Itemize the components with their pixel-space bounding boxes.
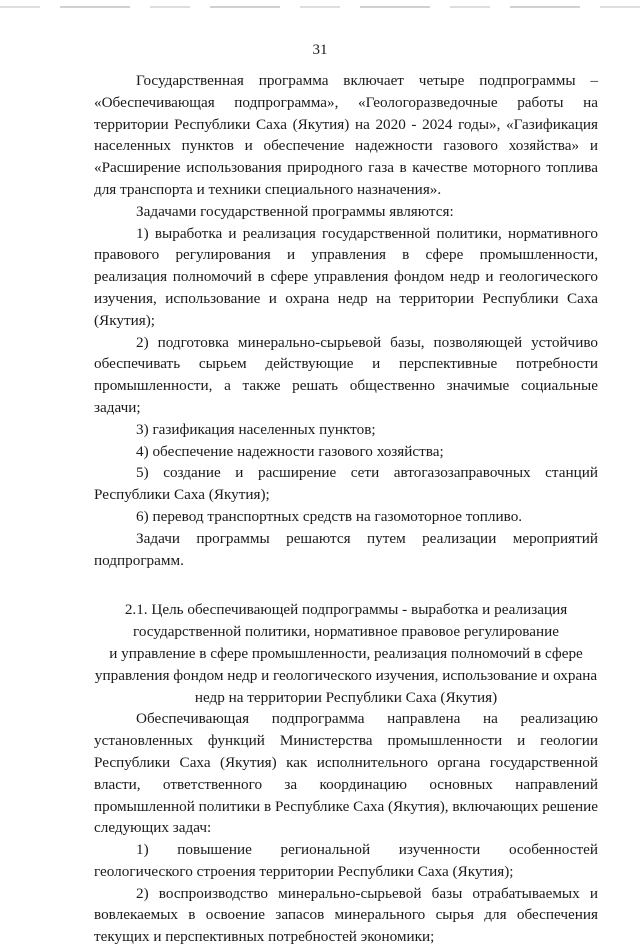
section-heading-line: управления фондом недр и геологического изучения, использование и охрана <box>94 666 598 684</box>
paragraph-tasks-solution: Задачи программы решаются путем реализации мероприятий подпрограмм. <box>94 529 598 569</box>
list-item-task-5: 5) создание и расширение сети автогазозаправочных станций Республики Саха (Якутия); <box>94 464 598 504</box>
list-item-task-6: 6) перевод транспортных средств на газомоторное топливо. <box>136 507 523 525</box>
section-gap <box>94 571 598 593</box>
section-heading-line: недр на территории Республики Саха (Якутия) <box>194 688 498 706</box>
list-item-task-2: 2) подготовка минерально-сырьевой базы, позволяющей устойчиво обеспечивать сырьем действующие и перспективные потребности промышленности, а также решать общественно значимые социальные задачи; <box>94 333 598 416</box>
list-item-goal-2: 2) воспроизводство минерально-сырьевой базы отрабатываемых и вовлекаемых в освоение запасов минерального сырья для обеспечения текущих и перспективных потребностей экономики; <box>94 884 598 946</box>
list-item-task-4: 4) обеспечение надежности газового хозяйства; <box>136 442 444 460</box>
list-item-task-3: 3) газификация населенных пунктов; <box>136 420 376 438</box>
list-item-goal-1: 1) повышение региональной изученности особенностей геологического строения территории Республики Саха (Якутия); <box>94 841 598 880</box>
section-heading-line: государственной политики, нормативное правовое регулирование <box>132 623 560 641</box>
paragraph-tasks-intro: Задачами государственной программы являются: <box>136 202 454 220</box>
page-number: 31 <box>312 42 328 58</box>
section-heading-line: 2.1. Цель обеспечивающей подпрограммы - выработка и реализация <box>124 601 568 619</box>
paragraph-subprogram-purpose: Обеспечивающая подпрограмма направлена на реализацию установленных функций Министерства промышленности и геологии Республики Саха (Якутия) как исполнительного органа государственной власти, ответственного за координацию основных направлений промышленной политики в Республике Саха (Якутия), включающих решение следующих задач: <box>94 710 598 837</box>
document-body <box>94 70 598 948</box>
list-item-task-1: 1) выработка и реализация государственной политики, нормативного правового регулирования и управления в сфере промышленности, реализация полномочий в сфере управления фондом недр и геологического изучения, использование и охрана недр на территории Республики Саха (Якутия); <box>94 224 598 329</box>
paragraph-program-overview: Государственная программа включает четыре подпрограммы – «Обеспечивающая подпрограмма», «Геологоразведочные работы на территории Республики Саха (Якутия) на 2020 - 2024 годы», «Газификация населенных пунктов и обеспечение надежности газового хозяйства» и «Расширение использования природного газа в качестве моторного топлива для транспорта и техники специального назначения». <box>94 72 598 198</box>
scan-edge-artifact <box>0 6 640 8</box>
section-heading-line: и управление в сфере промышленности, реализация полномочий в сфере <box>109 644 583 662</box>
